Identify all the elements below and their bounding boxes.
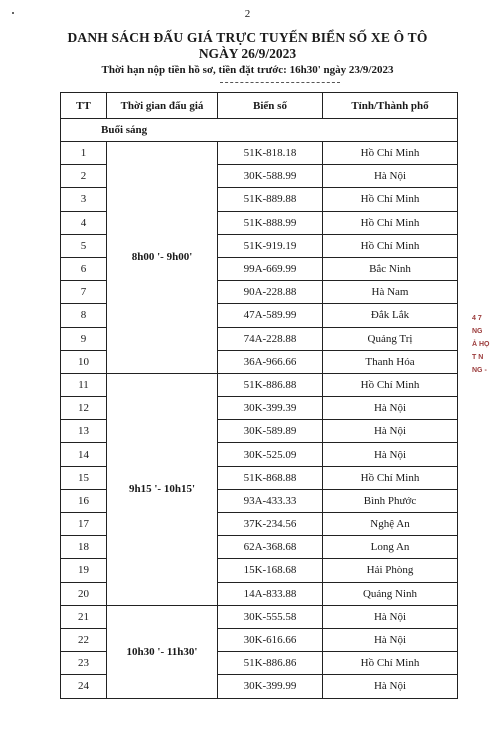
province-city: Quảng Trị	[323, 327, 458, 350]
license-plate: 37K-234.56	[218, 513, 323, 536]
province-city: Hà Nội	[323, 605, 458, 628]
province-city: Quảng Ninh	[323, 582, 458, 605]
session-label: Buổi sáng	[61, 119, 458, 142]
row-number: 9	[61, 327, 107, 350]
province-city: Nghệ An	[323, 513, 458, 536]
license-plate: 93A-433.33	[218, 489, 323, 512]
province-city: Hồ Chí Minh	[323, 211, 458, 234]
row-number: 13	[61, 420, 107, 443]
row-number: 16	[61, 489, 107, 512]
auction-table	[60, 92, 458, 699]
license-plate: 51K-886.86	[218, 652, 323, 675]
province-city: Hà Nội	[323, 628, 458, 651]
table-header-row	[61, 93, 458, 119]
row-number: 11	[61, 373, 107, 396]
license-plate: 51K-919.19	[218, 234, 323, 257]
license-plate: 51K-889.88	[218, 188, 323, 211]
province-city: Hà Nội	[323, 165, 458, 188]
province-city: Hồ Chí Minh	[323, 142, 458, 165]
time-slot: 9h15 '- 10h15'	[107, 373, 218, 605]
session-row	[61, 119, 458, 142]
row-number: 15	[61, 466, 107, 489]
row-number: 14	[61, 443, 107, 466]
license-plate: 47A-589.99	[218, 304, 323, 327]
row-number: 6	[61, 257, 107, 280]
license-plate: 30K-399.99	[218, 675, 323, 698]
time-slot: 10h30 '- 11h30'	[107, 605, 218, 698]
row-number: 10	[61, 350, 107, 373]
row-number: 24	[61, 675, 107, 698]
license-plate: 90A-228.88	[218, 281, 323, 304]
license-plate: 62A-368.68	[218, 536, 323, 559]
title-divider	[220, 82, 340, 83]
province-city: Hồ Chí Minh	[323, 466, 458, 489]
province-city: Bình Phước	[323, 489, 458, 512]
document-date: NGÀY 26/9/2023	[198, 46, 297, 61]
license-plate: 30K-616.66	[218, 628, 323, 651]
license-plate: 30K-589.89	[218, 420, 323, 443]
license-plate: 14A-833.88	[218, 582, 323, 605]
table-row	[61, 142, 458, 165]
deadline-note: Thời hạn nộp tiền hồ sơ, tiền đặt trước: 16h30' ngày 23/9/2023	[101, 64, 394, 76]
row-number: 3	[61, 188, 107, 211]
license-plate: 99A-669.99	[218, 257, 323, 280]
header-no: TT	[61, 93, 107, 119]
stamp-fragment: 4 7 NG Ả HỌ T N NG -	[472, 315, 490, 374]
license-plate: 51K-868.88	[218, 466, 323, 489]
license-plate: 30K-588.99	[218, 165, 323, 188]
row-number: 22	[61, 628, 107, 651]
row-number: 12	[61, 397, 107, 420]
province-city: Hồ Chí Minh	[323, 373, 458, 396]
row-number: 17	[61, 513, 107, 536]
province-city: Hà Nội	[323, 443, 458, 466]
license-plate: 30K-525.09	[218, 443, 323, 466]
row-number: 21	[61, 605, 107, 628]
row-number: 4	[61, 211, 107, 234]
province-city: Đắk Lắk	[323, 304, 458, 327]
province-city: Hồ Chí Minh	[323, 234, 458, 257]
province-city: Hải Phòng	[323, 559, 458, 582]
license-plate: 51K-886.88	[218, 373, 323, 396]
row-number: 2	[61, 165, 107, 188]
header-plate: Biển số	[218, 93, 323, 119]
license-plate: 51K-818.18	[218, 142, 323, 165]
header-city: Tỉnh/Thành phố	[323, 93, 458, 119]
document-title: DANH SÁCH ĐẤU GIÁ TRỰC TUYẾN BIỂN SỐ XE Ô TÔ	[67, 30, 428, 45]
row-number: 8	[61, 304, 107, 327]
time-slot: 8h00 '- 9h00'	[107, 142, 218, 374]
license-plate: 74A-228.88	[218, 327, 323, 350]
province-city: Hà Nam	[323, 281, 458, 304]
license-plate: 30K-555.58	[218, 605, 323, 628]
province-city: Hồ Chí Minh	[323, 652, 458, 675]
province-city: Hà Nội	[323, 397, 458, 420]
province-city: Hà Nội	[323, 420, 458, 443]
province-city: Bắc Ninh	[323, 257, 458, 280]
header-time: Thời gian đấu giá	[107, 93, 218, 119]
row-number: 23	[61, 652, 107, 675]
row-number: 19	[61, 559, 107, 582]
row-number: 18	[61, 536, 107, 559]
row-number: 20	[61, 582, 107, 605]
province-city: Thanh Hóa	[323, 350, 458, 373]
province-city: Hà Nội	[323, 675, 458, 698]
page-number: 2	[244, 8, 251, 20]
province-city: Hồ Chí Minh	[323, 188, 458, 211]
license-plate: 36A-966.66	[218, 350, 323, 373]
license-plate: 15K-168.68	[218, 559, 323, 582]
license-plate: 51K-888.99	[218, 211, 323, 234]
table-row	[61, 373, 458, 396]
row-number: 7	[61, 281, 107, 304]
license-plate: 30K-399.39	[218, 397, 323, 420]
table-row	[61, 605, 458, 628]
province-city: Long An	[323, 536, 458, 559]
row-number: 1	[61, 142, 107, 165]
row-number: 5	[61, 234, 107, 257]
